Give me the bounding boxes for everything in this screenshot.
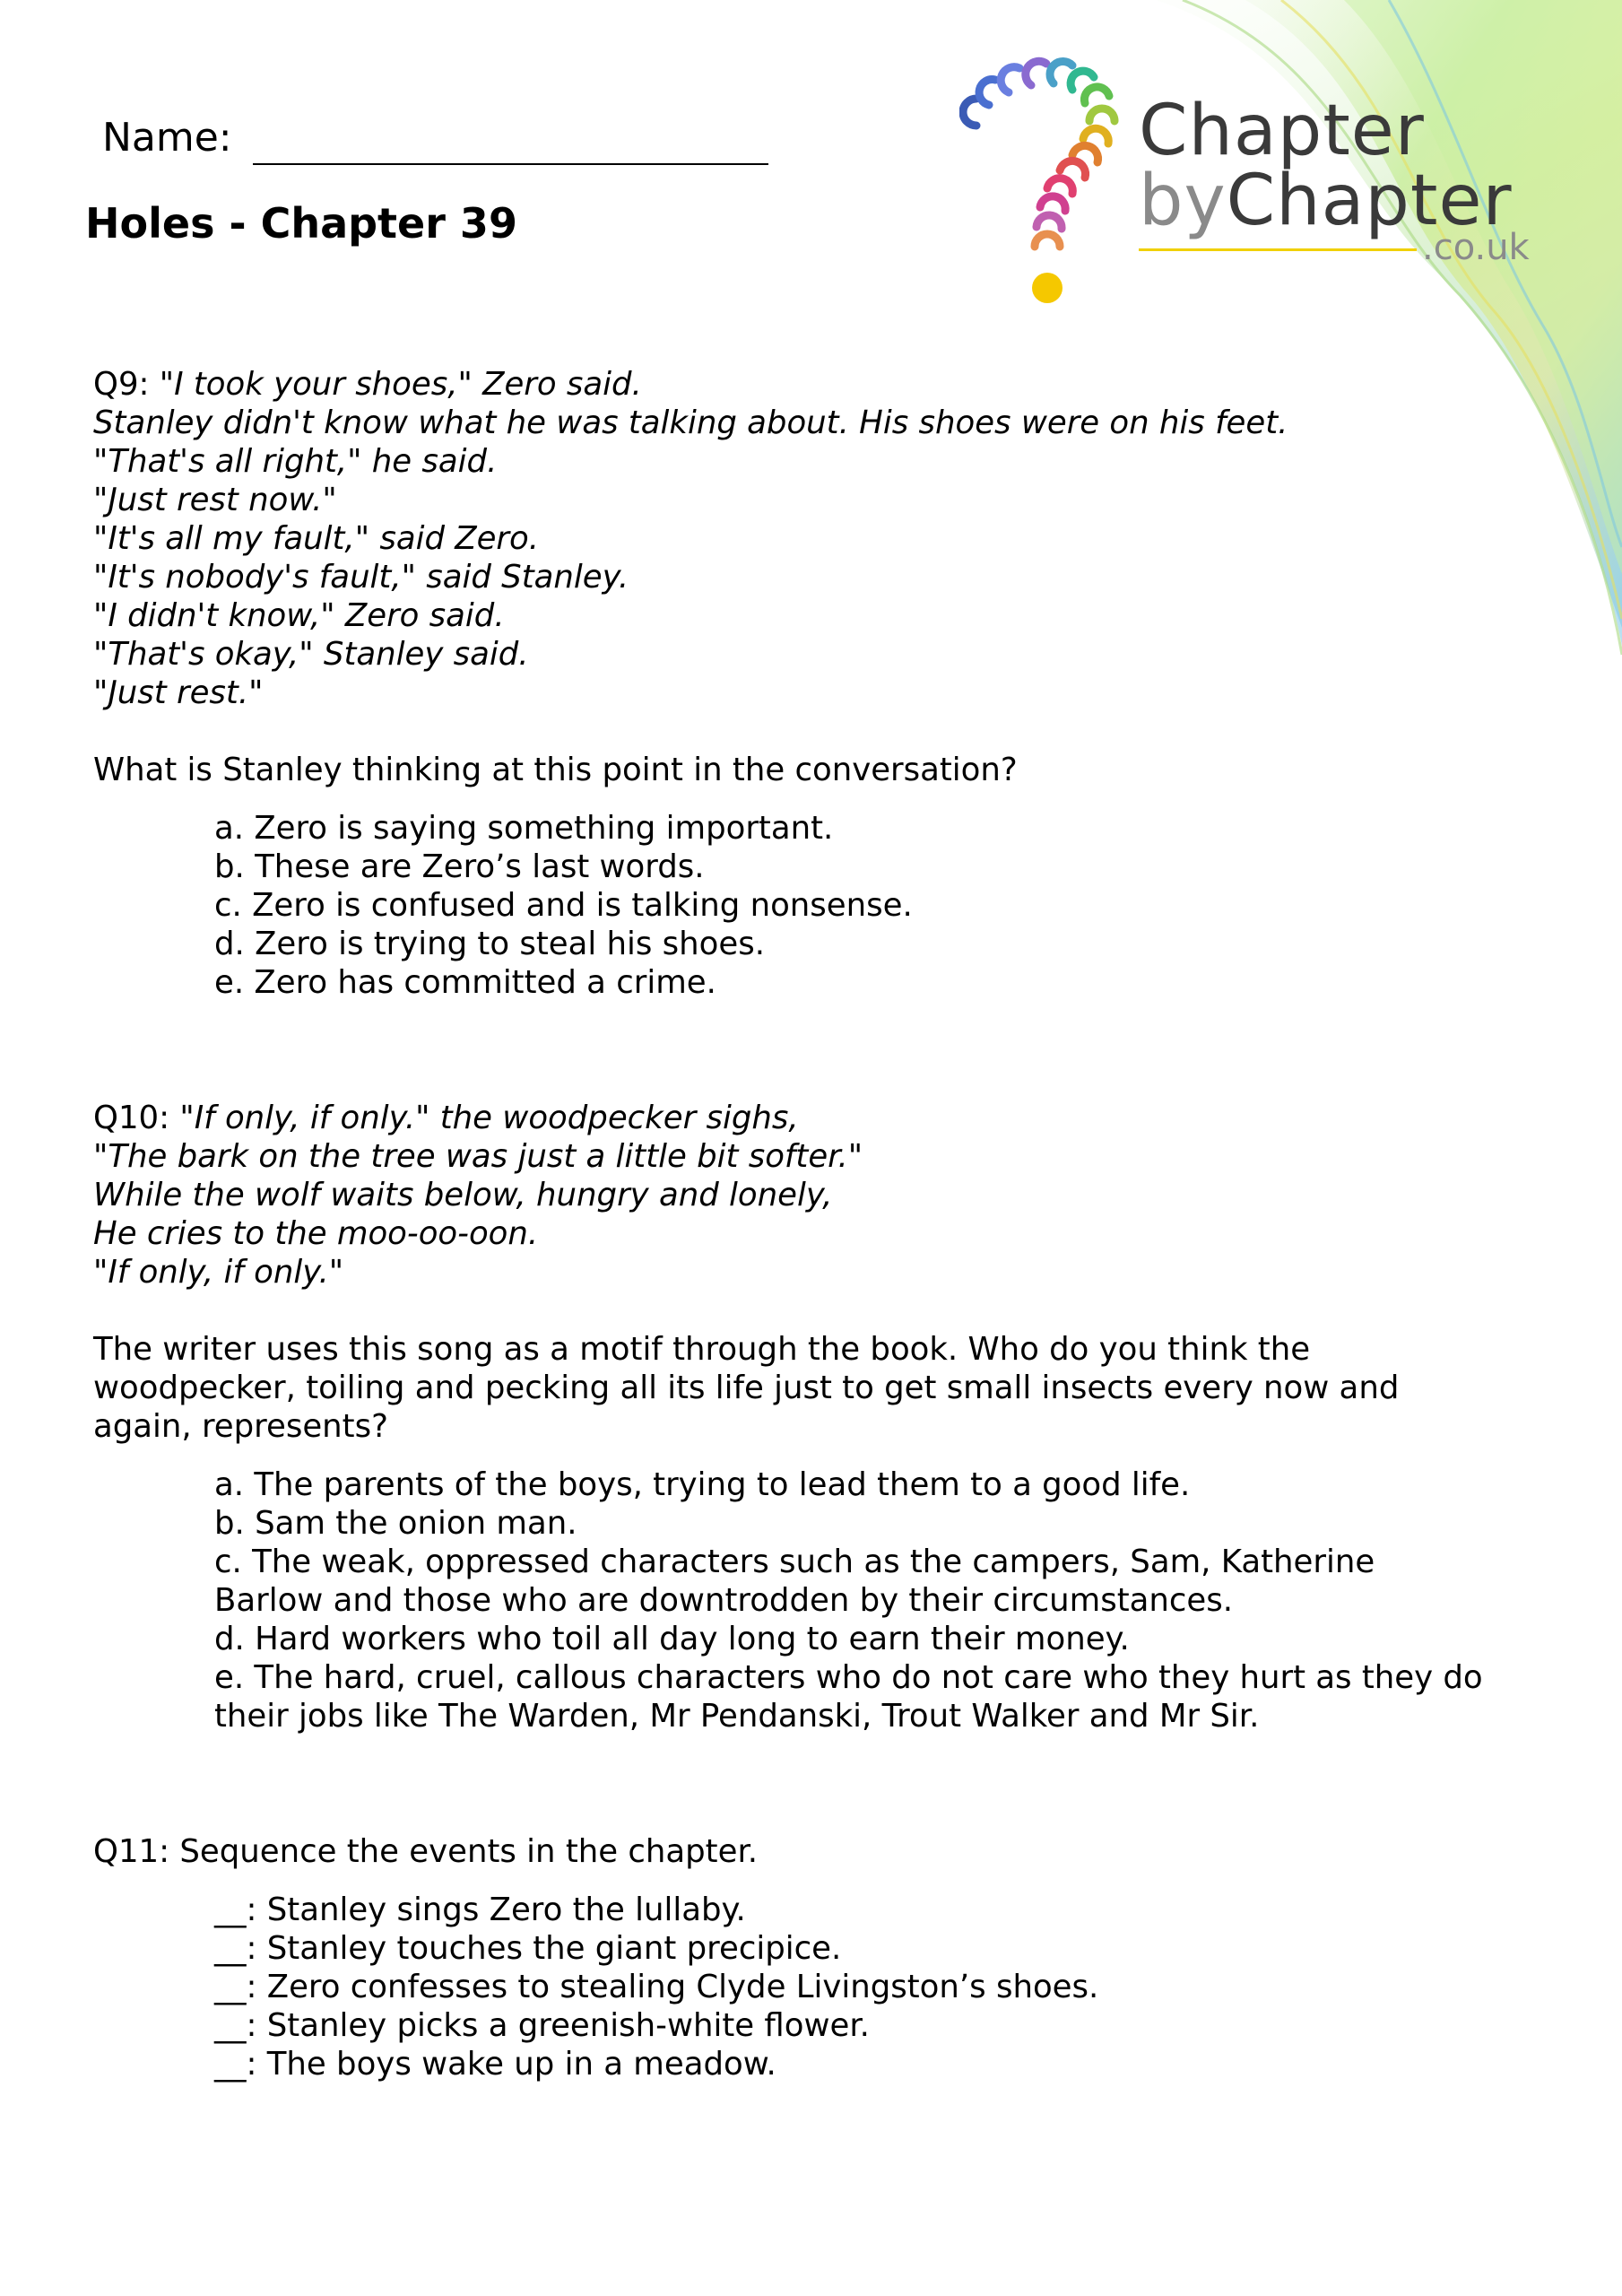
q10-passage-line bbox=[93, 1214, 1564, 1253]
q10-option-e[interactable]: e. The hard, cruel, callous characters who do not care who they hurt as they do bbox=[214, 1659, 1483, 1696]
logo-domain: .co.uk bbox=[1422, 227, 1530, 268]
q11-item[interactable]: __: Stanley picks a greenish-white flower. bbox=[214, 2007, 870, 2044]
q10-passage-text: "If only, if only." bbox=[93, 1254, 344, 1291]
q10-passage-line bbox=[93, 1253, 1564, 1292]
logo-underline bbox=[1139, 248, 1417, 251]
q9-option-e[interactable]: e. Zero has committed a crime. bbox=[214, 964, 716, 1001]
q9-options bbox=[214, 809, 1564, 1002]
q9-passage-line bbox=[93, 404, 1564, 442]
q9-option-d[interactable]: d. Zero is trying to steal his shoes. bbox=[214, 926, 765, 962]
chapter-by-chapter-logo bbox=[959, 49, 1533, 318]
q10-options bbox=[214, 1465, 1564, 1735]
q9-passage-text: "I took your shoes," Zero said. bbox=[159, 366, 642, 403]
q10-passage-text: He cries to the moo-oo-oon. bbox=[93, 1215, 539, 1252]
worksheet-body bbox=[93, 365, 1564, 2083]
q10-option-c-cont[interactable]: Barlow and those who are downtrodden by their circumstances. bbox=[214, 1582, 1234, 1619]
page-title: Holes - Chapter 39 bbox=[85, 199, 517, 248]
q11-item[interactable]: __: Zero confesses to stealing Clyde Livingston’s shoes. bbox=[214, 1969, 1099, 2005]
q9-passage-text: "That's okay," Stanley said. bbox=[93, 636, 529, 673]
question-11 bbox=[93, 1832, 1564, 2083]
logo-chapter-2: Chapter bbox=[1226, 161, 1513, 241]
q10-label: Q10: bbox=[93, 1100, 170, 1136]
q9-question: What is Stanley thinking at this point in the conversation? bbox=[93, 752, 1018, 788]
q9-passage-text: "It's all my fault," said Zero. bbox=[93, 520, 540, 557]
q10-option-c[interactable]: c. The weak, oppressed characters such as the campers, Sam, Katherine bbox=[214, 1544, 1375, 1580]
q9-passage-line bbox=[93, 596, 1564, 635]
q9-passage-text: "Just rest." bbox=[93, 674, 264, 711]
q11-question: Q11: Sequence the events in the chapter. bbox=[93, 1833, 759, 1870]
logo-line-chapter: Chapter bbox=[1139, 91, 1425, 171]
q10-option-b[interactable]: b. Sam the onion man. bbox=[214, 1505, 577, 1542]
q9-passage-line bbox=[93, 365, 1564, 404]
q10-passage-text: "The bark on the tree was just a little bit softer." bbox=[93, 1138, 863, 1175]
q10-question-line: again, represents? bbox=[93, 1408, 388, 1445]
q11-items bbox=[214, 1891, 1564, 2083]
q9-passage-line bbox=[93, 674, 1564, 712]
q9-passage-line bbox=[93, 481, 1564, 519]
q9-passage-line bbox=[93, 442, 1564, 481]
q10-passage-text: "If only, if only." the woodpecker sighs, bbox=[179, 1100, 799, 1136]
question-mark-books-icon bbox=[959, 49, 1139, 318]
q9-option-c[interactable]: c. Zero is confused and is talking nonsense. bbox=[214, 887, 913, 924]
q10-question-line: The writer uses this song as a motif through the book. Who do you think the bbox=[93, 1331, 1311, 1368]
q11-item[interactable]: __: The boys wake up in a meadow. bbox=[214, 2046, 776, 2083]
q11-item[interactable]: __: Stanley touches the giant precipice. bbox=[214, 1930, 842, 1967]
logo-by: by bbox=[1139, 161, 1227, 241]
q9-passage-text: "I didn't know," Zero said. bbox=[93, 597, 505, 634]
name-label: Name: bbox=[102, 115, 232, 161]
q9-passage-line bbox=[93, 635, 1564, 674]
q10-passage-line bbox=[93, 1176, 1564, 1214]
q9-passage-text: "That's all right," he said. bbox=[93, 443, 498, 480]
q9-passage-line bbox=[93, 558, 1564, 596]
q10-passage-text: While the wolf waits below, hungry and lonely, bbox=[93, 1177, 833, 1213]
q9-passage-text: "Just rest now." bbox=[93, 482, 337, 518]
name-blank-line[interactable] bbox=[253, 163, 768, 165]
q10-question-line: woodpecker, toiling and pecking all its life just to get small insects every now and bbox=[93, 1370, 1400, 1406]
q10-passage-line bbox=[93, 1099, 1564, 1137]
q9-passage-text: "It's nobody's fault," said Stanley. bbox=[93, 559, 629, 596]
question-10 bbox=[93, 1099, 1564, 1735]
logo-wordmark bbox=[1139, 91, 1530, 268]
question-9 bbox=[93, 365, 1564, 1002]
q9-option-a[interactable]: a. Zero is saying something important. bbox=[214, 810, 834, 847]
q9-passage-line bbox=[93, 519, 1564, 558]
q10-option-a[interactable]: a. The parents of the boys, trying to lead them to a good life. bbox=[214, 1466, 1191, 1503]
q10-option-e-cont[interactable]: their jobs like The Warden, Mr Pendanski, Trout Walker and Mr Sir. bbox=[214, 1698, 1260, 1735]
q9-label: Q9: bbox=[93, 366, 150, 403]
q9-option-b[interactable]: b. These are Zero’s last words. bbox=[214, 848, 705, 885]
q10-option-d[interactable]: d. Hard workers who toil all day long to earn their money. bbox=[214, 1621, 1130, 1657]
q11-item[interactable]: __: Stanley sings Zero the lullaby. bbox=[214, 1892, 746, 1928]
q9-passage-text: Stanley didn't know what he was talking about. His shoes were on his feet. bbox=[93, 404, 1288, 441]
q10-passage-line bbox=[93, 1137, 1564, 1176]
